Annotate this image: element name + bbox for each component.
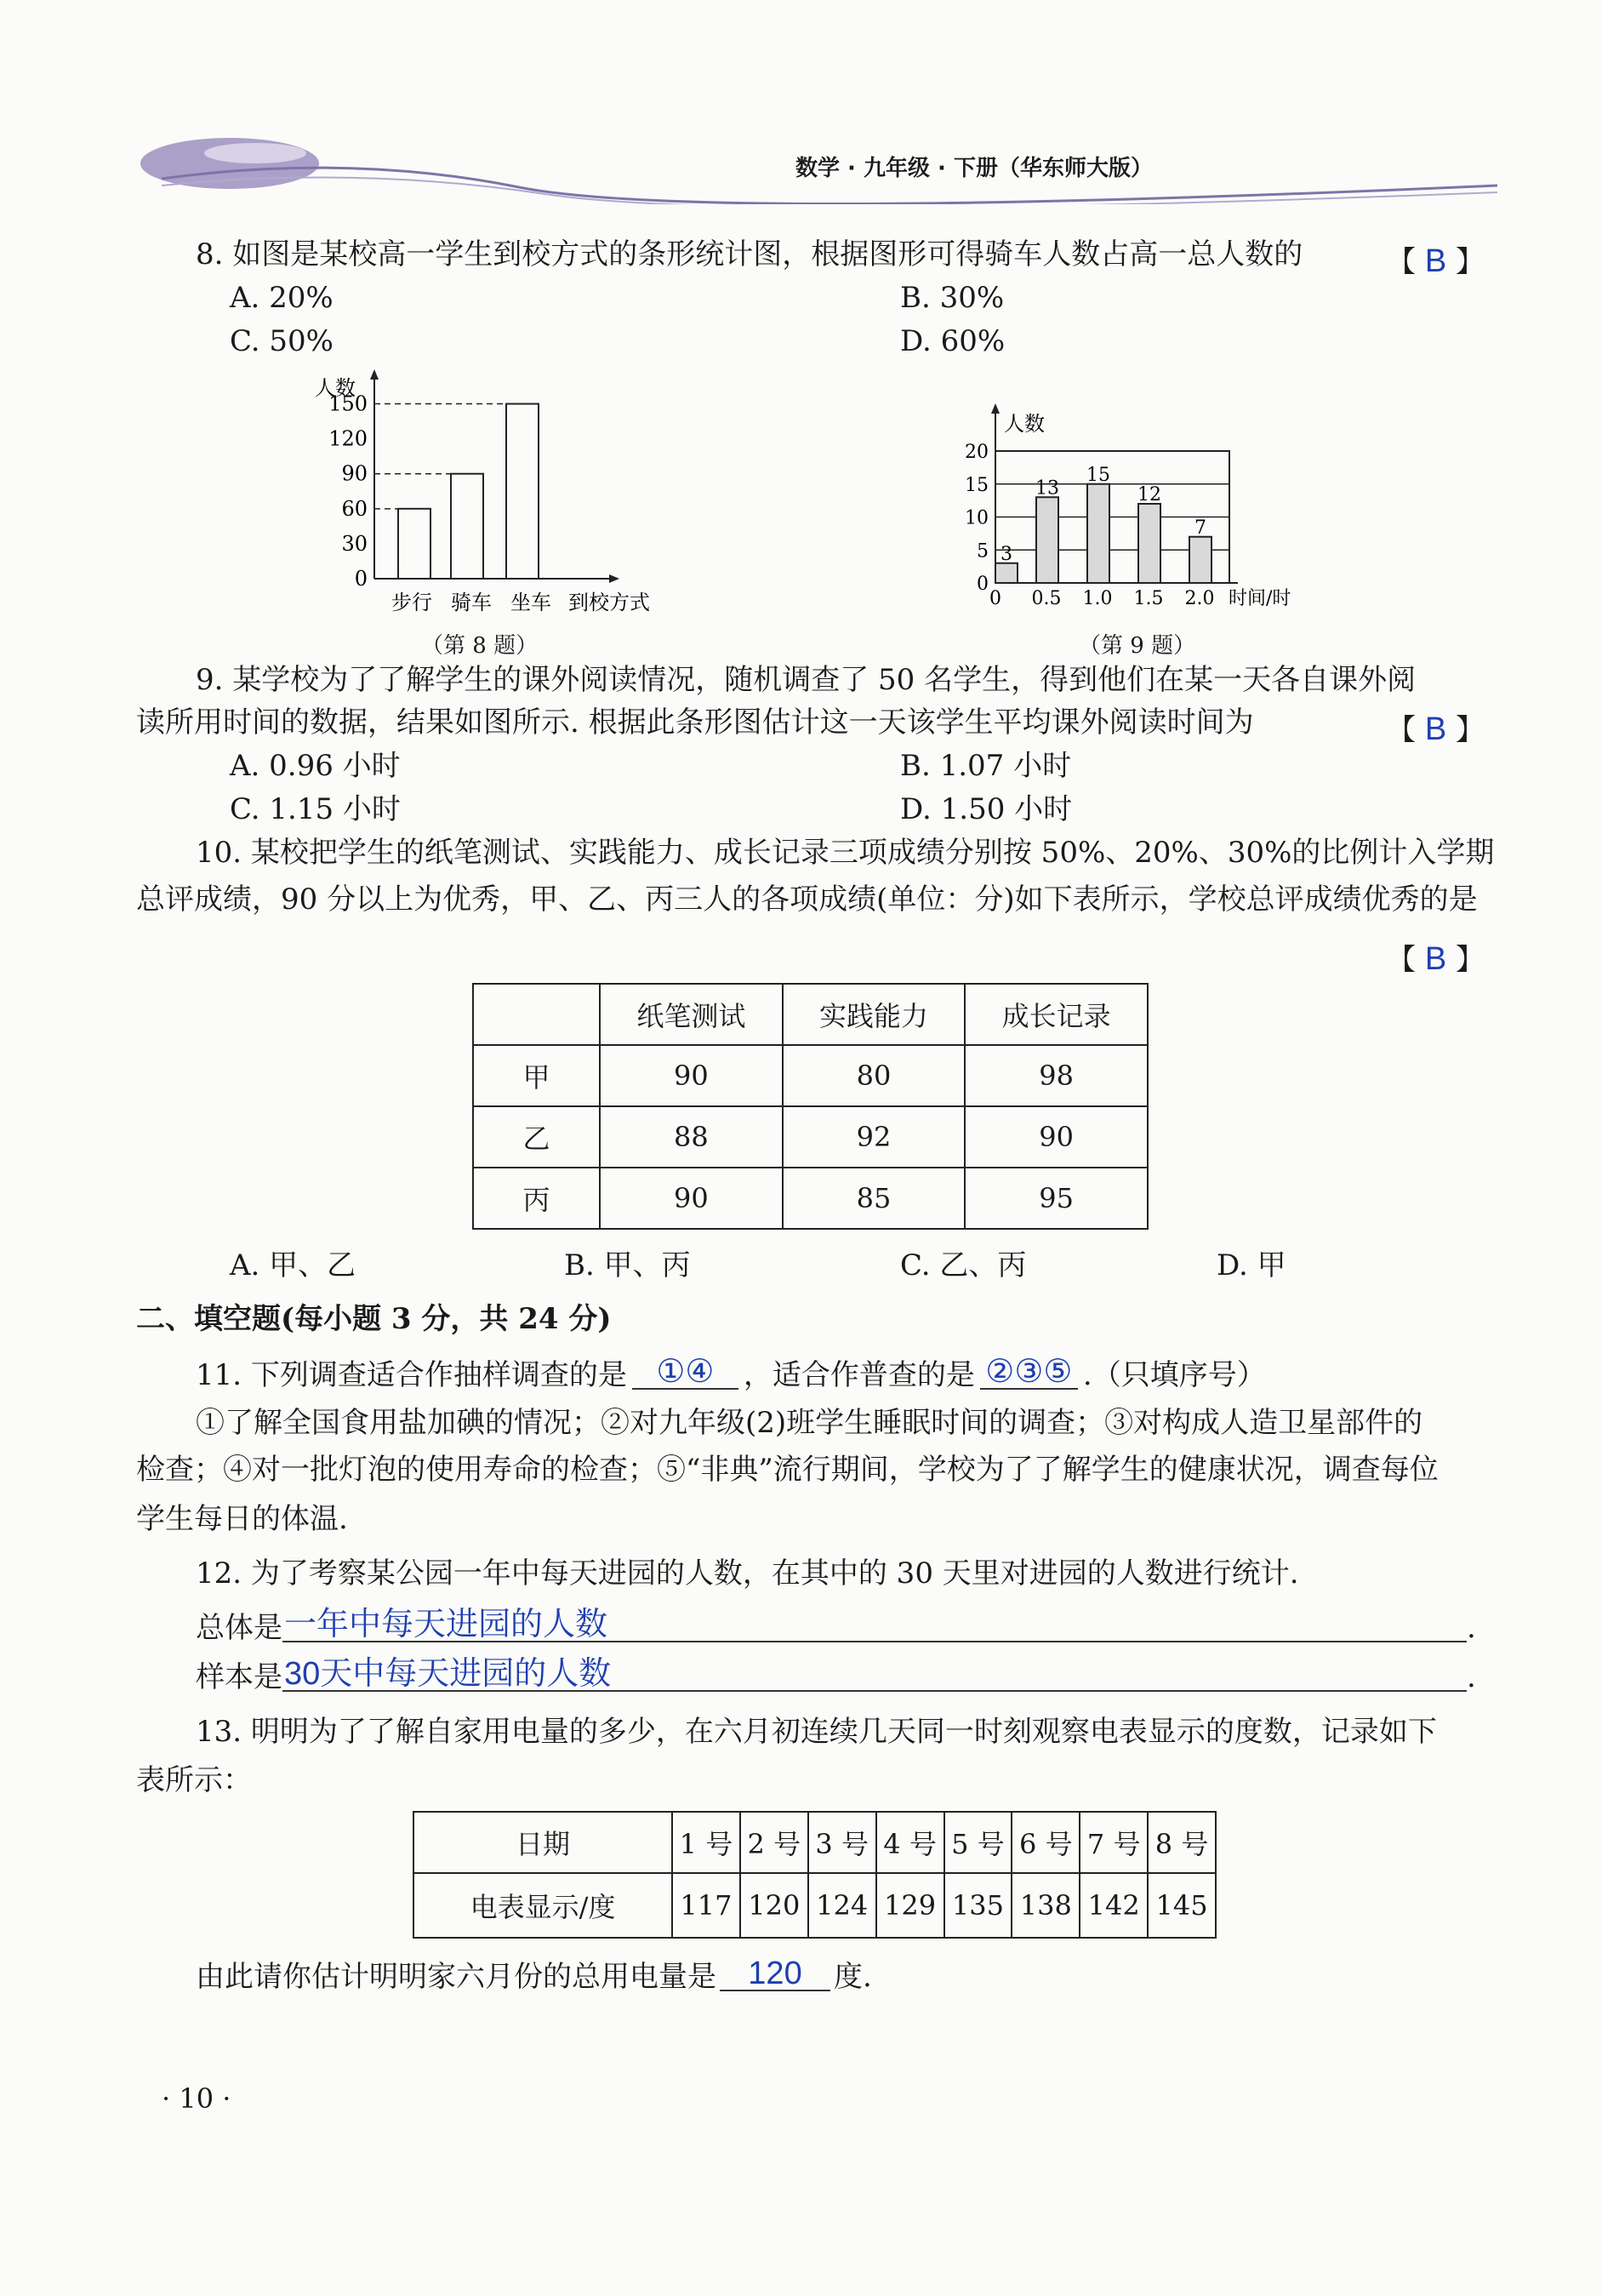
- table-cell: 电表显示/度: [413, 1873, 672, 1938]
- q11-line4: 学生每日的体温.: [136, 1502, 348, 1536]
- fig8-bar: [451, 474, 483, 579]
- q9-option-c: C. 1.15 小时: [230, 792, 401, 826]
- fig9-bar: [995, 563, 1018, 583]
- table-header-cell: 3 号: [808, 1812, 876, 1873]
- q11-post: .（只填序号）: [1082, 1358, 1266, 1392]
- table-cell: 129: [876, 1873, 944, 1938]
- section-2-title: 二、填空题(每小题 3 分，共 24 分): [136, 1302, 612, 1336]
- table-cell: 117: [672, 1873, 740, 1938]
- table-header-cell: [473, 984, 600, 1045]
- table-cell: 80: [783, 1045, 966, 1106]
- q10-option-a: A. 甲、乙: [230, 1248, 356, 1282]
- q12-total-label: 总体是: [196, 1611, 282, 1645]
- table-cell: 124: [808, 1873, 876, 1938]
- table-cell: 90: [600, 1168, 783, 1229]
- q10-option-b: B. 甲、丙: [564, 1248, 691, 1282]
- q8-answer-bracket: 【 B 】: [1387, 243, 1485, 279]
- table-cell: 135: [944, 1873, 1012, 1938]
- q11-mid: ，适合作普查的是: [743, 1358, 975, 1392]
- q12-total: [196, 1607, 1476, 1645]
- q8-answer: B: [1424, 243, 1447, 279]
- table-cell: 丙: [473, 1168, 600, 1229]
- table-header-cell: 5 号: [944, 1812, 1012, 1873]
- table-cell: 138: [1012, 1873, 1080, 1938]
- table-header-cell: 2 号: [740, 1812, 808, 1873]
- q13-estimate-answer: 120: [720, 1957, 830, 1991]
- page-number: · 10 ·: [162, 2082, 231, 2115]
- table-cell: 98: [965, 1045, 1148, 1106]
- q10-answer-bracket: 【 B 】: [1387, 941, 1485, 977]
- table-cell: 乙: [473, 1106, 600, 1168]
- table-cell: 88: [600, 1106, 783, 1168]
- q13-estimate-pre: 由此请你估计明明家六月份的总用电量是: [196, 1960, 716, 1994]
- q11-line3: 检查；④对一批灯泡的使用寿命的检查；⑤“非典”流行期间，学校为了了解学生的健康状况，调查每位: [136, 1453, 1439, 1487]
- q10-option-d: D. 甲: [1217, 1248, 1286, 1282]
- fig8-category-label: 骑车: [451, 591, 492, 614]
- q9-answer: B: [1424, 711, 1447, 747]
- fig9-xtick-label: 2.0: [1184, 588, 1215, 609]
- q10-option-c: C. 乙、丙: [900, 1248, 1027, 1282]
- fig9-ytick-label: 20: [965, 442, 989, 463]
- fig9-xtick-label: 1.5: [1133, 588, 1164, 609]
- fig9-xtick-label: 0.5: [1031, 588, 1062, 609]
- fig8-xlabel: 到校方式: [568, 591, 650, 614]
- table-cell: 95: [965, 1168, 1148, 1229]
- table-cell: 90: [600, 1045, 783, 1106]
- table-header-cell: 1 号: [672, 1812, 740, 1873]
- fig9-ytick-label: 0: [977, 574, 989, 595]
- fig9-data-label: 12: [1137, 484, 1161, 505]
- q12-dot: .: [1467, 1611, 1476, 1645]
- q8-option-a: A. 20%: [230, 281, 334, 315]
- table-header-cell: 实践能力: [783, 984, 966, 1045]
- fig9-xtick-label: 0: [989, 588, 1001, 609]
- q8-option-d: D. 60%: [900, 324, 1006, 358]
- q9-option-d: D. 1.50 小时: [900, 792, 1073, 826]
- q13-line2: 表所示：: [136, 1763, 252, 1797]
- fig9-bar: [1087, 484, 1109, 583]
- fig8-ytick-label: 60: [341, 496, 368, 521]
- q12-sample: [196, 1658, 1476, 1692]
- fig8-ytick-label: 0: [354, 567, 368, 591]
- q10-score-table: [472, 983, 1149, 1230]
- fig8-category-label: 步行: [391, 591, 432, 614]
- table-cell: 92: [783, 1106, 966, 1168]
- fig9-bar: [1036, 497, 1058, 583]
- fig8-bar: [506, 404, 539, 579]
- table-header-cell: 成长记录: [965, 984, 1148, 1045]
- fig9-data-label: 3: [1001, 543, 1012, 565]
- fig9-bar: [1189, 537, 1211, 583]
- q12-dot: .: [1467, 1660, 1476, 1694]
- q10-line2: 总评成绩，90 分以上为优秀，甲、乙、丙三人的各项成绩(单位：分)如下表所示，学校总评成绩优秀的是: [136, 882, 1478, 917]
- fig9-xlabel: 时间/时: [1229, 588, 1291, 609]
- table-cell: 120: [740, 1873, 808, 1938]
- table-header-cell: 日期: [413, 1812, 672, 1873]
- fig9-bar: [1138, 504, 1160, 583]
- table-header-cell: 6 号: [1012, 1812, 1080, 1873]
- fig9-xtick-label: 1.0: [1082, 588, 1113, 609]
- table-row: [473, 1106, 1148, 1168]
- q13-line1: 13. 明明为了了解自家用电量的多少，在六月初连续几天同一时刻观察电表显示的度数，记录如下: [196, 1715, 1437, 1749]
- fig9-data-label: 7: [1194, 517, 1206, 539]
- fig8-caption: （第 8 题）: [421, 633, 539, 659]
- fig9-caption: （第 9 题）: [1079, 633, 1196, 659]
- q8-option-c: C. 50%: [230, 324, 334, 358]
- q11-answer-sampling: ①④: [632, 1356, 738, 1390]
- q8-stem: 8. 如图是某校高一学生到校方式的条形统计图，根据图形可得骑车人数占高一总人数的: [196, 237, 1303, 271]
- fig8-ytick-label: 30: [341, 531, 368, 556]
- q12-sample-label: 样本是: [196, 1660, 282, 1694]
- q10-line1: 10. 某校把学生的纸笔测试、实践能力、成长记录三项成绩分别按 50%、20%、30%的比例计入学期: [196, 836, 1495, 870]
- table-cell: 85: [783, 1168, 966, 1229]
- fig8-ytick-label: 90: [341, 461, 368, 486]
- q8-option-b: B. 30%: [900, 281, 1005, 315]
- table-cell: 90: [965, 1106, 1148, 1168]
- fig8-bar: [398, 509, 430, 579]
- q9-option-b: B. 1.07 小时: [900, 749, 1072, 783]
- fig8-ylabel: 人数: [315, 376, 356, 400]
- fig9-ytick-label: 5: [977, 540, 989, 563]
- fig8-category-label: 坐车: [510, 591, 551, 614]
- fig9-ylabel: 人数: [1004, 412, 1045, 436]
- chart-fig8: [298, 366, 672, 621]
- table-cell: 甲: [473, 1045, 600, 1106]
- q13-meter-table: [413, 1811, 1217, 1939]
- header-title: 数学 · 九年级 · 下册（华东师大版）: [795, 156, 1153, 181]
- fig8-ytick-label: 120: [328, 426, 368, 451]
- q9-answer-bracket: 【 B 】: [1387, 711, 1485, 747]
- q12-stem: 12. 为了考察某公园一年中每天进园的人数，在其中的 30 天里对进园的人数进行统计.: [196, 1556, 1299, 1591]
- table-header-cell: 纸笔测试: [600, 984, 783, 1045]
- fig8-ytick-label: 150: [328, 391, 368, 416]
- table-row: [413, 1812, 1216, 1873]
- table-header-cell: 7 号: [1080, 1812, 1148, 1873]
- q12-sample-answer: 30天中每天进园的人数: [282, 1658, 1467, 1692]
- table-cell: 145: [1148, 1873, 1216, 1938]
- fig9-data-label: 15: [1086, 464, 1110, 486]
- q11-line2: ①了解全国食用盐加碘的情况；②对九年级(2)班学生睡眠时间的调查；③对构成人造卫星部件的: [196, 1406, 1423, 1440]
- table-cell: 142: [1080, 1873, 1148, 1938]
- table-header-cell: 8 号: [1148, 1812, 1216, 1873]
- table-row: [413, 1873, 1216, 1938]
- fig9-ytick-label: 10: [965, 507, 989, 529]
- chart-fig9: [944, 400, 1327, 613]
- q9-line2: 读所用时间的数据，结果如图所示. 根据此条形图估计这一天该学生平均课外阅读时间为: [136, 705, 1254, 740]
- q12-total-answer: 一年中每天进园的人数: [282, 1608, 1467, 1642]
- table-row: [473, 1168, 1148, 1229]
- q11-stem: [196, 1356, 1266, 1390]
- q10-answer: B: [1424, 941, 1447, 977]
- table-row: [473, 1045, 1148, 1106]
- q9-line1: 9. 某学校为了了解学生的课外阅读情况，随机调查了 50 名学生，得到他们在某一天各自课外阅: [196, 663, 1417, 697]
- fig9-data-label: 13: [1035, 477, 1059, 500]
- q13-estimate: [196, 1956, 872, 1994]
- table-header-cell: 4 号: [876, 1812, 944, 1873]
- q13-estimate-post: 度.: [834, 1960, 872, 1994]
- q11-answer-census: ②③⑤: [980, 1356, 1078, 1390]
- q11-pre: 11. 下列调查适合作抽样调查的是: [196, 1358, 627, 1392]
- q9-option-a: A. 0.96 小时: [230, 749, 401, 783]
- fig9-ytick-label: 15: [965, 474, 989, 496]
